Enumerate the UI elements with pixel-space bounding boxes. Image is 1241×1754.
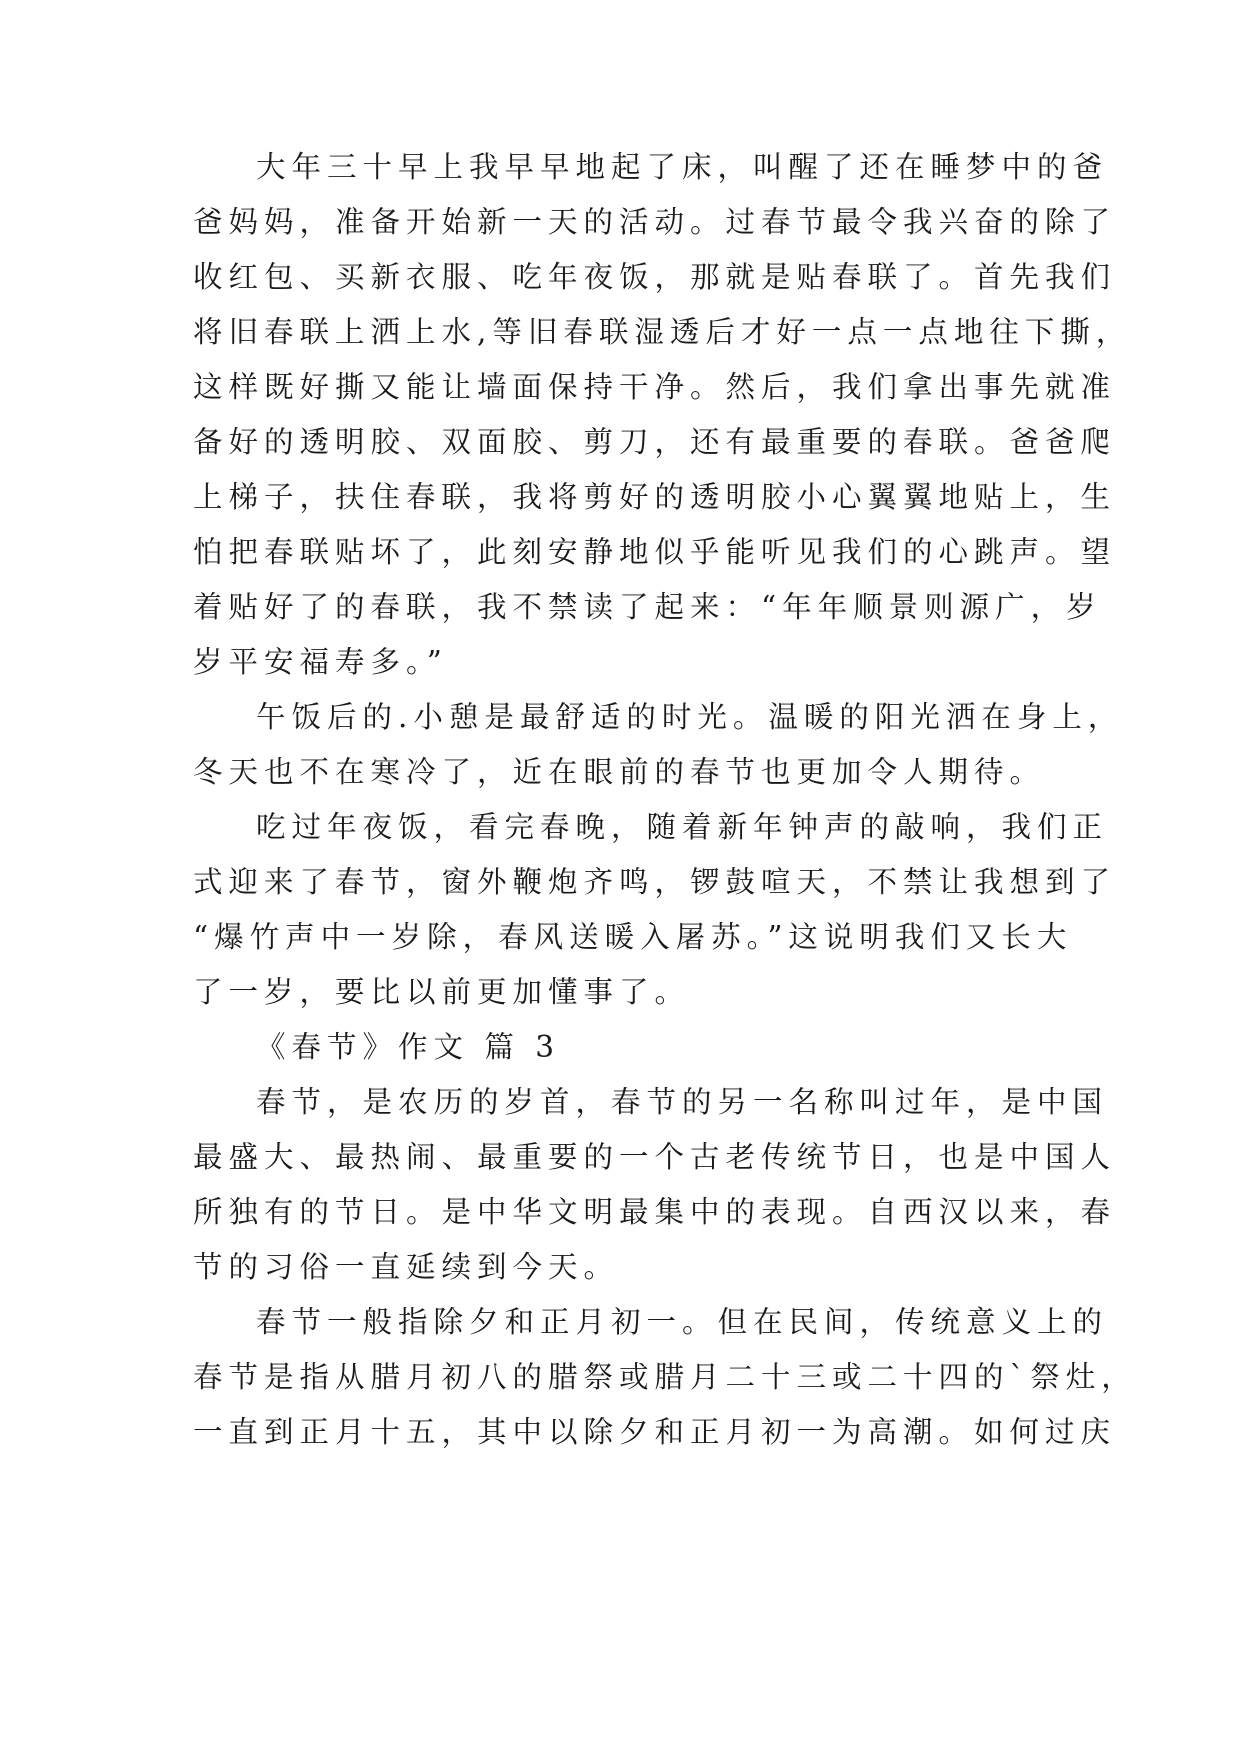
- paragraph-line: 收红包、买新衣服、吃年夜饭，那就是贴春联了。首先我们: [193, 260, 1117, 294]
- paragraph-line: 上梯子，扶住春联，我将剪好的透明胶小心翼翼地贴上，生: [193, 480, 1117, 514]
- paragraph-line: 春节，是农历的岁首，春节的另一名称叫过年，是中国: [256, 1085, 1109, 1119]
- paragraph-line: 午饭后的.小憩是最舒适的时光。温暖的阳光洒在身上，: [256, 700, 1124, 734]
- paragraph-line: 式迎来了春节，窗外鞭炮齐鸣，锣鼓喧天，不禁让我想到了: [193, 865, 1117, 899]
- paragraph-line: 大年三十早上我早早地起了床，叫醒了还在睡梦中的爸: [256, 150, 1109, 184]
- paragraph-line: 怕把春联贴坏了，此刻安静地似乎能听见我们的心跳声。望: [193, 535, 1117, 569]
- paragraph-line: 最盛大、最热闹、最重要的一个古老传统节日，也是中国人: [193, 1140, 1117, 1174]
- paragraph-line: 冬天也不在寒冷了，近在眼前的春节也更加令人期待。: [193, 755, 1046, 789]
- paragraph-line: 所独有的节日。是中华文明最集中的表现。自西汉以来，春: [193, 1195, 1117, 1229]
- paragraph-line: 这样既好撕又能让墙面保持干净。然后，我们拿出事先就准: [193, 370, 1117, 404]
- paragraph-line: 爸妈妈，准备开始新一天的活动。过春节最令我兴奋的除了: [193, 205, 1117, 239]
- paragraph-line: 一直到正月十五，其中以除夕和正月初一为高潮。如何过庆: [193, 1415, 1117, 1449]
- paragraph-line: 吃过年夜饭，看完春晚，随着新年钟声的敲响，我们正: [256, 810, 1109, 844]
- paragraph-line: 着贴好了的春联，我不禁读了起来：“年年顺景则源广，岁: [193, 590, 1102, 624]
- paragraph-line: 节的习俗一直延续到今天。: [193, 1250, 620, 1284]
- paragraph-line: “爆竹声中一岁除，春风送暖入屠苏。”这说明我们又长大: [193, 920, 1073, 954]
- paragraph-line: 春节一般指除夕和正月初一。但在民间，传统意义上的: [256, 1305, 1109, 1339]
- paragraph-line: 春节是指从腊月初八的腊祭或腊月二十三或二十四的`祭灶，: [193, 1360, 1137, 1394]
- paragraph-line: 了一岁，要比以前更加懂事了。: [193, 975, 691, 1009]
- paragraph-line: 将旧春联上洒上水,等旧春联湿透后才好一点一点地往下撕，: [193, 315, 1132, 349]
- paragraph-line: 岁平安福寿多。”: [193, 645, 448, 679]
- section-heading: 《春节》作文 篇 3: [256, 1030, 561, 1064]
- paragraph-line: 备好的透明胶、双面胶、剪刀，还有最重要的春联。爸爸爬: [193, 425, 1117, 459]
